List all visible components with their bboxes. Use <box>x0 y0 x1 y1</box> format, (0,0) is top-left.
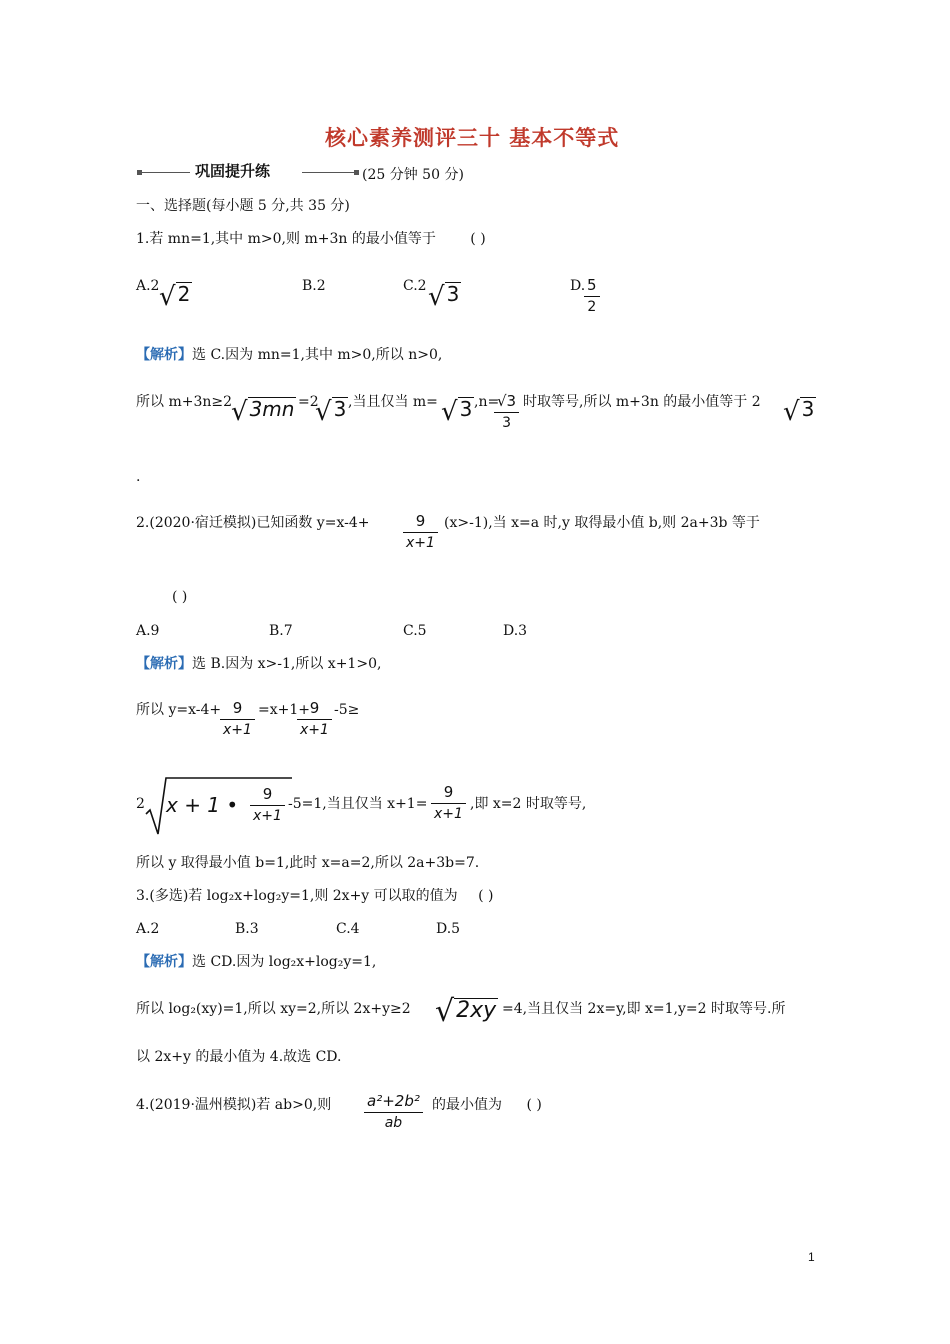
q2-solution-line1: 【解析】选 B.因为 x>-1,所以 x+1>0, <box>136 656 382 672</box>
q2-solution-line2-b: =x+1+ <box>258 702 310 718</box>
q1-option-c-label: C.2 <box>403 278 427 294</box>
q1-option-c-radicand: 3 <box>446 282 460 306</box>
q3-option-c: C.4 <box>336 921 360 937</box>
q2-solution-line2-a: 所以 y=x-4+ <box>136 702 222 718</box>
q1-option-a-label: A.2 <box>136 278 160 294</box>
q1-solution-end: . <box>136 469 141 485</box>
q1-option-d-numerator: 5 <box>587 276 597 294</box>
q2-solution-line3-c: ,即 x=2 时取等号, <box>470 796 587 812</box>
fraction-bar <box>403 532 438 533</box>
q1-n-fraction: √3 3 <box>494 392 519 431</box>
q1-solution-text1: 选 C.因为 mn=1,其中 m>0,所以 n>0, <box>192 347 443 363</box>
q2-radicand: x + 1 • <box>166 793 239 817</box>
q1-solution-line2-e: 时取等号,所以 m+3n 的最小值等于 2 <box>523 394 761 410</box>
q2-fraction: 9 x+1 <box>403 512 438 551</box>
solution-tag: 【解析】 <box>136 954 192 970</box>
q1-solution-line1 <box>136 348 442 362</box>
fraction-bar <box>220 719 255 720</box>
q2-radicand-fraction: 9 x+1 <box>250 785 285 824</box>
q1-stem <box>136 232 486 246</box>
q2-solution-line3-a: 2 <box>136 796 145 812</box>
solution-tag: 【解析】 <box>136 656 192 672</box>
fraction-bar <box>584 296 600 297</box>
q1-option-d-fraction <box>584 276 600 315</box>
fraction-bar <box>431 803 466 804</box>
fraction-bar <box>494 412 519 413</box>
q2-solution-line4: 所以 y 取得最小值 b=1,此时 x=a=2,所以 2a+3b=7. <box>136 855 480 871</box>
banner-label: 巩固提升练 <box>195 162 271 180</box>
page-title: 核心素养测评三十 基本不等式 <box>325 125 620 150</box>
q4-answer-paren: ( ) <box>526 1097 542 1113</box>
q1-option-a-sqrt: √ 2 <box>159 282 191 312</box>
q4-stem-b: 的最小值为 ( ) <box>432 1097 542 1113</box>
q1-solution-line2-b: =2 <box>298 394 319 410</box>
q2-option-a: A.9 <box>136 623 160 639</box>
banner-time: (25 分钟 50 分) <box>362 167 464 183</box>
q1-sqrt-3-a: √ 3 <box>315 397 347 427</box>
q3-radicand: 2xy <box>456 998 497 1023</box>
q3-solution-line3: 以 2x+y 的最小值为 4.故选 CD. <box>136 1049 342 1065</box>
q2-option-c: C.5 <box>403 623 427 639</box>
q4-fraction: a²+2b² ab <box>364 1092 423 1131</box>
q1-option-a <box>136 279 159 293</box>
q3-option-a: A.2 <box>136 921 160 937</box>
fraction-bar <box>297 719 332 720</box>
banner-left-rule <box>142 172 190 173</box>
q2-solution-line2-c: -5≥ <box>334 702 360 718</box>
q2-solution-fraction-3: 9 x+1 <box>431 783 466 822</box>
q3-option-b: B.3 <box>235 921 259 937</box>
q1-option-c-sqrt: √ 3 <box>428 282 460 312</box>
q1-option-d-denominator: 2 <box>587 299 597 315</box>
q1-solution-line2-c: ,当且仅当 m= <box>348 394 438 410</box>
q2-option-d: D.3 <box>503 623 528 639</box>
q1-sqrt-3mn: √ 3mn <box>231 397 295 427</box>
section-heading: 一、选择题(每小题 5 分,共 35 分) <box>136 198 350 214</box>
q4-stem-a: 4.(2019·温州模拟)若 ab>0,则 <box>136 1097 332 1113</box>
q2-solution-line3-b: -5=1,当且仅当 x+1= <box>288 796 428 812</box>
q3-stem: 3.(多选)若 log₂x+log₂y=1,则 2x+y 可以取的值为 ( ) <box>136 888 494 904</box>
q2-stem-b: (x>-1),当 x=a 时,y 取得最小值 b,则 2a+3b 等于 <box>444 515 760 531</box>
q1-radicand-3mn: 3mn <box>249 397 295 421</box>
banner-right-dot <box>354 170 359 175</box>
q2-stem-a: 2.(2020·宿迁模拟)已知函数 y=x-4+ <box>136 515 370 531</box>
q1-solution-line2-d: ,n= <box>474 394 500 410</box>
banner-right-rule <box>302 172 354 173</box>
q1-option-d-label: D. <box>570 278 586 294</box>
q2-solution-fraction-1: 9 x+1 <box>220 699 255 738</box>
q2-option-b: B.7 <box>269 623 293 639</box>
fraction-bar <box>364 1112 423 1113</box>
q3-solution-line2-b: =4,当且仅当 2x=y,即 x=1,y=2 时取等号.所 <box>502 1001 786 1017</box>
q3-solution-line2-a: 所以 log₂(xy)=1,所以 xy=2,所以 2x+y≥2 <box>136 1001 411 1017</box>
q3-option-d: D.5 <box>436 921 461 937</box>
q1-sqrt-3-b: √ 3 <box>441 397 473 427</box>
page-number: 1 <box>808 1250 815 1264</box>
q3-solution-line1: 【解析】选 CD.因为 log₂x+log₂y=1, <box>136 954 377 970</box>
q1-option-b: B.2 <box>302 278 326 294</box>
q1-answer-paren: ( ) <box>470 231 486 247</box>
q3-answer-paren: ( ) <box>478 888 494 904</box>
q1-option-a-radicand: 2 <box>177 282 191 306</box>
fraction-bar <box>250 805 285 806</box>
q1-sqrt-3-c: √ 3 <box>783 397 815 427</box>
q3-sqrt-2xy: √2xy <box>435 994 497 1029</box>
q1-solution-line2-a: 所以 m+3n≥2 <box>136 394 233 410</box>
q1-stem-text: 1.若 mn=1,其中 m>0,则 m+3n 的最小值等于 <box>136 231 436 247</box>
solution-tag: 【解析】 <box>136 347 192 363</box>
q2-answer-paren: ( ) <box>172 589 188 605</box>
q2-solution-fraction-2: 9 x+1 <box>297 699 332 738</box>
